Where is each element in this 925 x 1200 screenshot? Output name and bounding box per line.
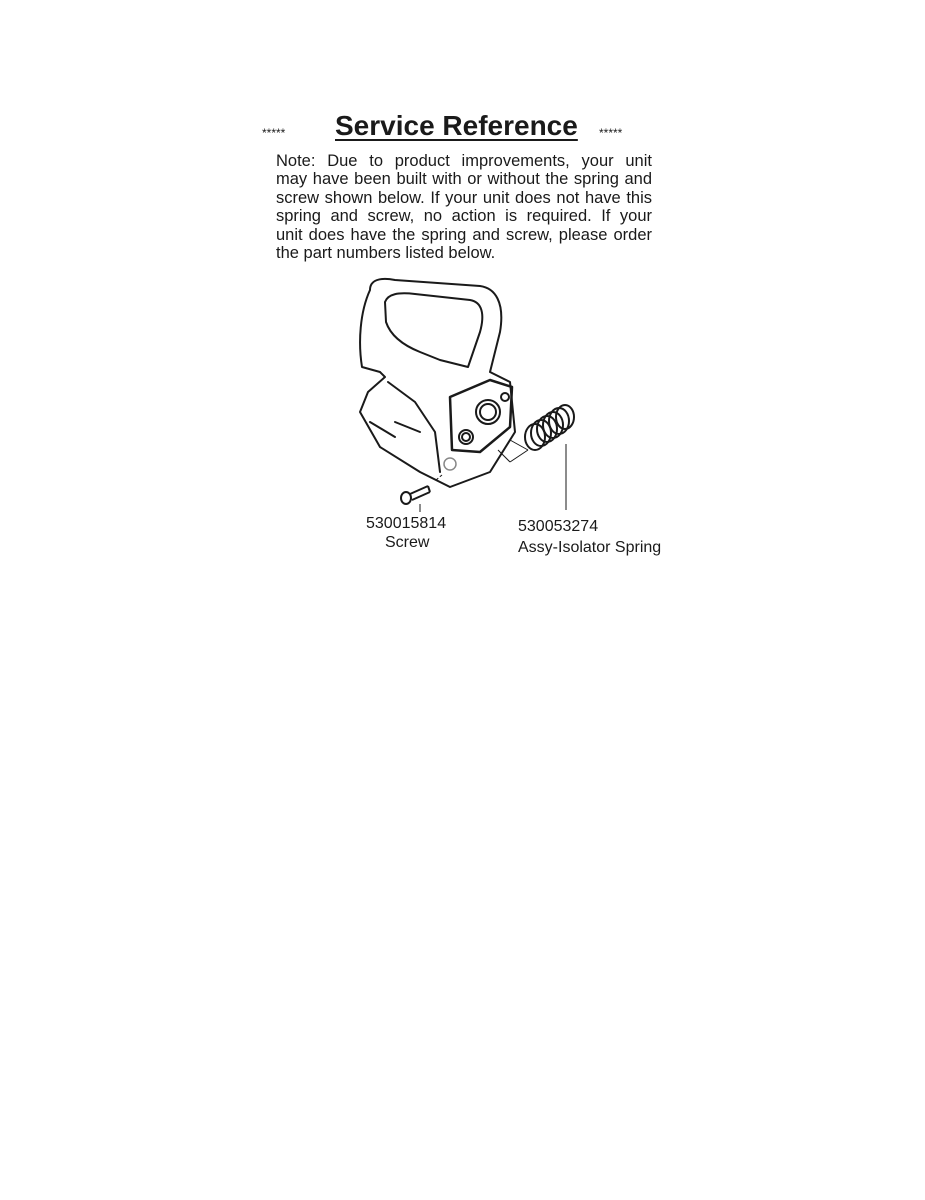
note-line: unit does have the spring and screw, please order bbox=[276, 225, 652, 244]
note-line: screw shown below. If your unit does not have this bbox=[276, 188, 652, 207]
note-paragraph bbox=[276, 152, 652, 262]
screw-part-name: Screw bbox=[385, 534, 430, 551]
handle-grip-opening bbox=[385, 293, 482, 367]
spring-part-number: 530053274 bbox=[518, 518, 599, 535]
screw-part-number: 530015814 bbox=[366, 515, 447, 532]
note-line: may have been built with or without the spring and bbox=[276, 170, 652, 189]
note-line: the part numbers listed below. bbox=[276, 244, 496, 263]
handle-assembly-illustration bbox=[340, 272, 600, 512]
stars-right: ***** bbox=[599, 126, 623, 140]
stars-left: ***** bbox=[262, 126, 286, 140]
heading bbox=[258, 108, 658, 152]
note-line: Note: Due to product improvements, your unit bbox=[276, 152, 652, 170]
page-title: Service Reference bbox=[335, 110, 578, 141]
spring-part-name: Assy-Isolator Spring bbox=[518, 539, 662, 556]
note-line: spring and screw, no action is required. If your bbox=[276, 207, 652, 226]
isolator-spring bbox=[525, 405, 574, 450]
